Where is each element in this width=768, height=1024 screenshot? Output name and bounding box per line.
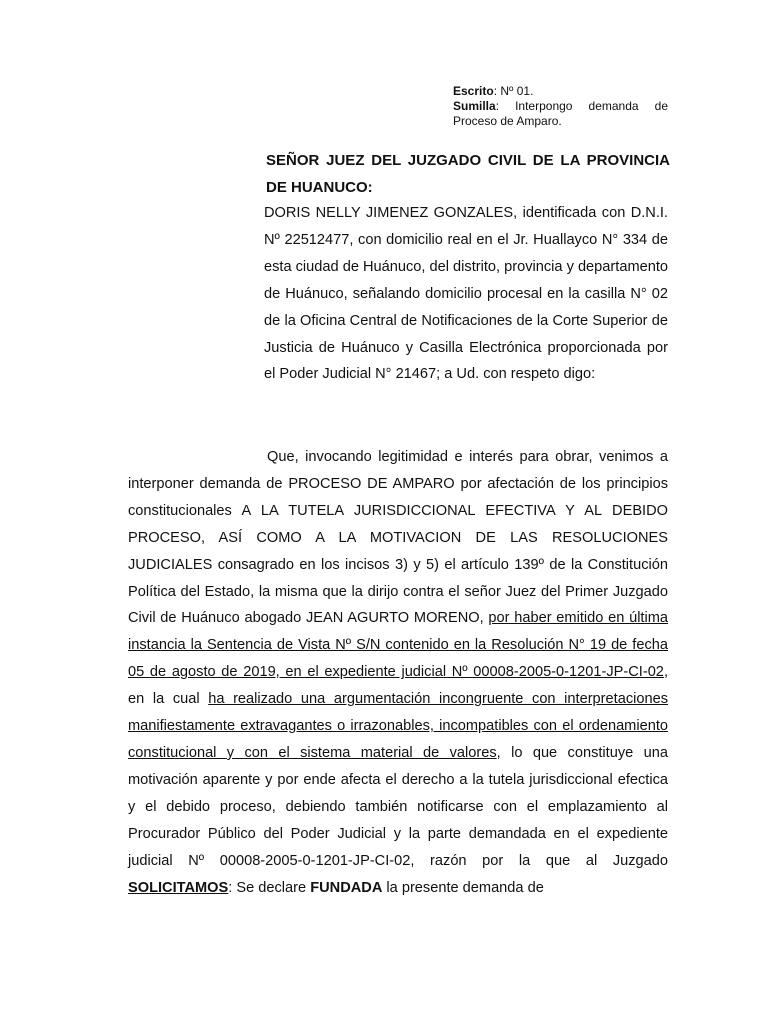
document-header xyxy=(453,84,668,129)
body-text-5: la presente demanda de xyxy=(382,879,544,896)
solicitamos-text: SOLICITAMOS xyxy=(128,879,229,896)
body-text-4: : Se declare xyxy=(228,879,311,896)
addressee-heading: SEÑOR JUEZ DEL JUZGADO CIVIL DE LA PROVINCIA DE HUANUCO: xyxy=(266,152,670,196)
underlined-sentence-reference: por haber emitido en última instancia la Sentencia de Vista Nº S/N contenido en la Resolución N° 19 de fecha 05 de agosto de 2019, en el expediente judicial Nº 00008-2005-0-1201-JP-CI-02 xyxy=(128,610,669,681)
fundada-text: FUNDADA xyxy=(310,879,383,896)
body-text-3: , lo que constituye una motivación aparente y por ende afecta el derecho a la tutela jurisdiccional efectica y el debido proceso, debiendo también notificarse con el emplazamiento al Procurador Público del Poder Judicial y la parte demandada en el expediente judicial Nº 00008-2005-0-1201-JP-CI-02, razón por la que al Juzgado xyxy=(128,744,668,869)
underlined-argument: ha realizado una argumentación incongruente con interpretaciones manifiestamente extravagantes o irrazonables, incompatibles con el ordenamiento constitucional y con el sistema material de valores xyxy=(128,691,668,761)
escrito-label: Escrito xyxy=(453,84,494,98)
body-text-2: , en la cual xyxy=(128,664,668,708)
sumilla-value: : Interpongo demanda de Proceso de Amparo. xyxy=(453,99,668,128)
sumilla-label: Sumilla xyxy=(453,99,496,113)
body-paragraph xyxy=(128,444,668,901)
sumilla-line xyxy=(453,99,668,129)
intro-paragraph: DORIS NELLY JIMENEZ GONZALES, identificada con D.N.I. Nº 22512477, con domicilio real en el Jr. Huallayco N° 334 de esta ciudad de Huánuco, del distrito, provincia y departamento de Huánuco, señalando domicilio procesal en la casilla N° 02 de la Oficina Central de Notificaciones de la Corte Superior de Justicia de Huánuco y Casilla Electrónica proporcionada por el Poder Judicial N° 21467; a Ud. con respeto digo: xyxy=(264,205,669,383)
escrito-value: : Nº 01. xyxy=(493,84,534,98)
body-text-1: Que, invocando legitimidad e interés para obrar, venimos a interponer demanda de PROCESO DE AMPARO por afectación de los principios constitucionales A LA TUTELA JURISDICCIONAL EFECTIVA Y AL DEBIDO PROCESO, ASÍ COMO A LA MOTIVACION DE LAS RESOLUCIONES JUDICIALES consagrado en los incisos 3) y 5) el artículo 139º de la Constitución Política del Estado, la misma que la dirijo contra el señor Juez del Primer Juzgado Civil de Huánuco abogado JEAN AGURTO MORENO, xyxy=(128,449,668,627)
escrito-line xyxy=(453,84,668,99)
